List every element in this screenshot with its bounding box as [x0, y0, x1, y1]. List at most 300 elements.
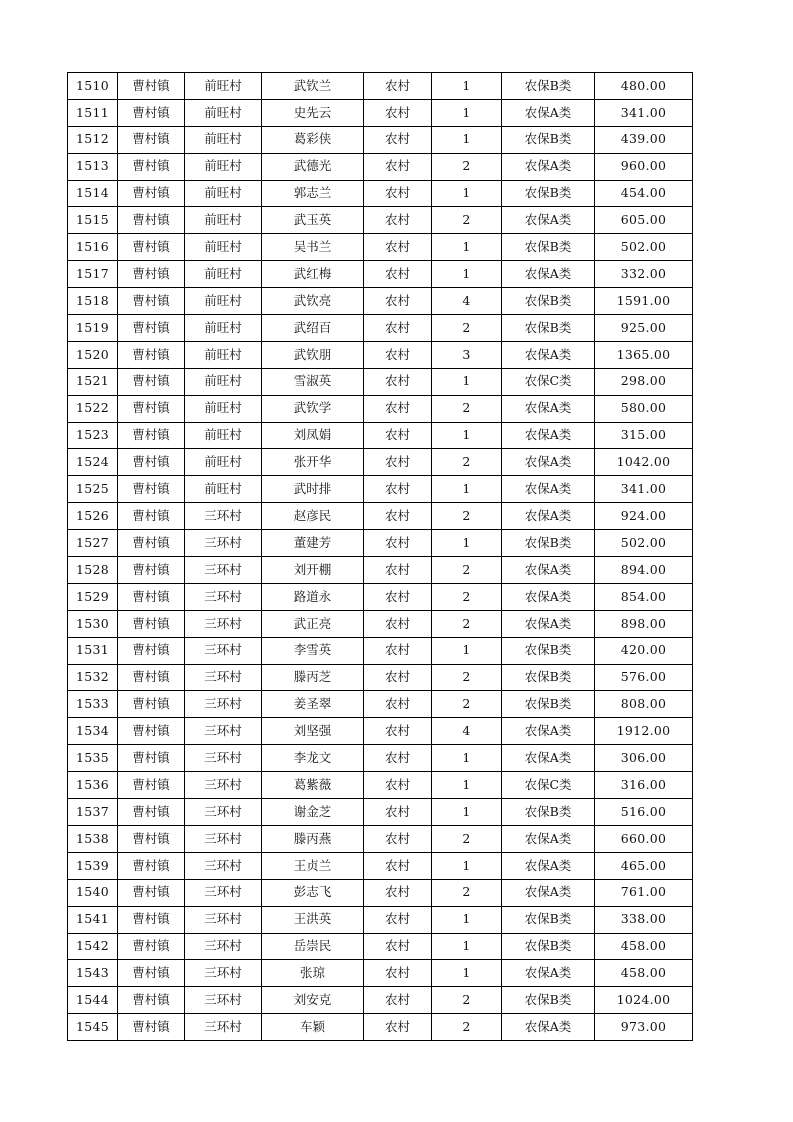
village-cell: 前旺村: [185, 73, 262, 100]
serial-number-cell: 1542: [68, 933, 118, 960]
amount-cell: 458.00: [595, 960, 693, 987]
amount-cell: 898.00: [595, 610, 693, 637]
member-count-cell: 3: [432, 341, 502, 368]
insurance-category-cell: 农保B类: [502, 234, 595, 261]
insurance-category-cell: 农保A类: [502, 395, 595, 422]
amount-cell: 1042.00: [595, 449, 693, 476]
household-type-cell: 农村: [364, 126, 432, 153]
member-count-cell: 2: [432, 207, 502, 234]
name-cell: 刘开棚: [262, 557, 364, 584]
village-cell: 三环村: [185, 799, 262, 826]
town-cell: 曹村镇: [118, 99, 185, 126]
table-row: [68, 530, 693, 557]
village-cell: 三环村: [185, 691, 262, 718]
name-cell: 刘坚强: [262, 718, 364, 745]
insurance-category-cell: 农保A类: [502, 557, 595, 584]
amount-cell: 502.00: [595, 234, 693, 261]
serial-number-cell: 1520: [68, 341, 118, 368]
member-count-cell: 2: [432, 153, 502, 180]
town-cell: 曹村镇: [118, 987, 185, 1014]
household-type-cell: 农村: [364, 799, 432, 826]
household-type-cell: 农村: [364, 476, 432, 503]
village-cell: 三环村: [185, 664, 262, 691]
insurance-category-cell: 农保A类: [502, 99, 595, 126]
household-type-cell: 农村: [364, 341, 432, 368]
village-cell: 前旺村: [185, 395, 262, 422]
member-count-cell: 1: [432, 368, 502, 395]
name-cell: 武德光: [262, 153, 364, 180]
amount-cell: 341.00: [595, 476, 693, 503]
insurance-category-cell: 农保A类: [502, 207, 595, 234]
amount-cell: 306.00: [595, 745, 693, 772]
member-count-cell: 1: [432, 799, 502, 826]
member-count-cell: 4: [432, 288, 502, 315]
town-cell: 曹村镇: [118, 583, 185, 610]
amount-cell: 1912.00: [595, 718, 693, 745]
name-cell: 赵彦民: [262, 503, 364, 530]
insurance-category-cell: 农保B类: [502, 315, 595, 342]
member-count-cell: 1: [432, 933, 502, 960]
name-cell: 张琼: [262, 960, 364, 987]
table-row: [68, 906, 693, 933]
amount-cell: 316.00: [595, 772, 693, 799]
table-row: [68, 126, 693, 153]
town-cell: 曹村镇: [118, 1014, 185, 1041]
village-cell: 前旺村: [185, 261, 262, 288]
household-type-cell: 农村: [364, 557, 432, 584]
table-row: [68, 476, 693, 503]
table-row: [68, 825, 693, 852]
table-row: [68, 422, 693, 449]
village-cell: 三环村: [185, 745, 262, 772]
insurance-category-cell: 农保C类: [502, 772, 595, 799]
member-count-cell: 2: [432, 557, 502, 584]
household-type-cell: 农村: [364, 718, 432, 745]
name-cell: 武玉英: [262, 207, 364, 234]
name-cell: 武正亮: [262, 610, 364, 637]
town-cell: 曹村镇: [118, 933, 185, 960]
table-row: [68, 637, 693, 664]
household-type-cell: 农村: [364, 772, 432, 799]
table-row: [68, 664, 693, 691]
household-type-cell: 农村: [364, 503, 432, 530]
serial-number-cell: 1514: [68, 180, 118, 207]
table-row: [68, 879, 693, 906]
amount-cell: 580.00: [595, 395, 693, 422]
insurance-category-cell: 农保A类: [502, 341, 595, 368]
table-row: [68, 987, 693, 1014]
table-row: [68, 234, 693, 261]
name-cell: 吴书兰: [262, 234, 364, 261]
roster-table: [67, 72, 693, 1041]
town-cell: 曹村镇: [118, 288, 185, 315]
serial-number-cell: 1537: [68, 799, 118, 826]
village-cell: 三环村: [185, 825, 262, 852]
name-cell: 张开华: [262, 449, 364, 476]
town-cell: 曹村镇: [118, 207, 185, 234]
serial-number-cell: 1523: [68, 422, 118, 449]
village-cell: 三环村: [185, 906, 262, 933]
name-cell: 武钦兰: [262, 73, 364, 100]
serial-number-cell: 1545: [68, 1014, 118, 1041]
table-row: [68, 180, 693, 207]
amount-cell: 315.00: [595, 422, 693, 449]
village-cell: 三环村: [185, 530, 262, 557]
insurance-category-cell: 农保B类: [502, 637, 595, 664]
member-count-cell: 1: [432, 745, 502, 772]
table-row: [68, 745, 693, 772]
member-count-cell: 1: [432, 906, 502, 933]
household-type-cell: 农村: [364, 852, 432, 879]
insurance-category-cell: 农保B类: [502, 664, 595, 691]
member-count-cell: 1: [432, 530, 502, 557]
name-cell: 车颖: [262, 1014, 364, 1041]
table-row: [68, 503, 693, 530]
serial-number-cell: 1540: [68, 879, 118, 906]
name-cell: 李龙文: [262, 745, 364, 772]
table-row: [68, 557, 693, 584]
member-count-cell: 1: [432, 476, 502, 503]
serial-number-cell: 1511: [68, 99, 118, 126]
village-cell: 三环村: [185, 933, 262, 960]
insurance-category-cell: 农保A类: [502, 422, 595, 449]
household-type-cell: 农村: [364, 906, 432, 933]
table-row: [68, 73, 693, 100]
serial-number-cell: 1515: [68, 207, 118, 234]
town-cell: 曹村镇: [118, 422, 185, 449]
amount-cell: 502.00: [595, 530, 693, 557]
household-type-cell: 农村: [364, 207, 432, 234]
town-cell: 曹村镇: [118, 852, 185, 879]
name-cell: 李雪英: [262, 637, 364, 664]
serial-number-cell: 1534: [68, 718, 118, 745]
amount-cell: 341.00: [595, 99, 693, 126]
table-row: [68, 449, 693, 476]
household-type-cell: 农村: [364, 449, 432, 476]
member-count-cell: 4: [432, 718, 502, 745]
serial-number-cell: 1512: [68, 126, 118, 153]
table-row: [68, 960, 693, 987]
village-cell: 前旺村: [185, 449, 262, 476]
serial-number-cell: 1524: [68, 449, 118, 476]
serial-number-cell: 1541: [68, 906, 118, 933]
table-row: [68, 288, 693, 315]
household-type-cell: 农村: [364, 73, 432, 100]
name-cell: 雪淑英: [262, 368, 364, 395]
insurance-category-cell: 农保A类: [502, 261, 595, 288]
member-count-cell: 2: [432, 691, 502, 718]
insurance-category-cell: 农保A类: [502, 852, 595, 879]
serial-number-cell: 1510: [68, 73, 118, 100]
member-count-cell: 1: [432, 73, 502, 100]
table-row: [68, 718, 693, 745]
household-type-cell: 农村: [364, 395, 432, 422]
table-row: [68, 799, 693, 826]
member-count-cell: 1: [432, 99, 502, 126]
amount-cell: 854.00: [595, 583, 693, 610]
amount-cell: 458.00: [595, 933, 693, 960]
town-cell: 曹村镇: [118, 825, 185, 852]
town-cell: 曹村镇: [118, 906, 185, 933]
village-cell: 三环村: [185, 718, 262, 745]
town-cell: 曹村镇: [118, 530, 185, 557]
village-cell: 前旺村: [185, 368, 262, 395]
member-count-cell: 1: [432, 422, 502, 449]
household-type-cell: 农村: [364, 1014, 432, 1041]
name-cell: 郭志兰: [262, 180, 364, 207]
household-type-cell: 农村: [364, 368, 432, 395]
name-cell: 路道永: [262, 583, 364, 610]
name-cell: 葛紫薇: [262, 772, 364, 799]
town-cell: 曹村镇: [118, 180, 185, 207]
insurance-category-cell: 农保A类: [502, 610, 595, 637]
name-cell: 武钦学: [262, 395, 364, 422]
insurance-category-cell: 农保A类: [502, 476, 595, 503]
member-count-cell: 2: [432, 503, 502, 530]
member-count-cell: 2: [432, 825, 502, 852]
serial-number-cell: 1516: [68, 234, 118, 261]
village-cell: 三环村: [185, 960, 262, 987]
table-row: [68, 852, 693, 879]
insurance-category-cell: 农保C类: [502, 368, 595, 395]
serial-number-cell: 1522: [68, 395, 118, 422]
household-type-cell: 农村: [364, 825, 432, 852]
serial-number-cell: 1532: [68, 664, 118, 691]
member-count-cell: 1: [432, 772, 502, 799]
serial-number-cell: 1533: [68, 691, 118, 718]
name-cell: 史先云: [262, 99, 364, 126]
insurance-category-cell: 农保A类: [502, 449, 595, 476]
town-cell: 曹村镇: [118, 234, 185, 261]
village-cell: 前旺村: [185, 288, 262, 315]
household-type-cell: 农村: [364, 691, 432, 718]
table-row: [68, 368, 693, 395]
serial-number-cell: 1531: [68, 637, 118, 664]
member-count-cell: 1: [432, 234, 502, 261]
name-cell: 谢金芝: [262, 799, 364, 826]
village-cell: 三环村: [185, 637, 262, 664]
amount-cell: 973.00: [595, 1014, 693, 1041]
member-count-cell: 2: [432, 987, 502, 1014]
amount-cell: 1024.00: [595, 987, 693, 1014]
member-count-cell: 1: [432, 126, 502, 153]
household-type-cell: 农村: [364, 879, 432, 906]
village-cell: 三环村: [185, 772, 262, 799]
town-cell: 曹村镇: [118, 449, 185, 476]
town-cell: 曹村镇: [118, 772, 185, 799]
insurance-category-cell: 农保B类: [502, 73, 595, 100]
table-row: [68, 153, 693, 180]
serial-number-cell: 1519: [68, 315, 118, 342]
household-type-cell: 农村: [364, 530, 432, 557]
town-cell: 曹村镇: [118, 557, 185, 584]
serial-number-cell: 1530: [68, 610, 118, 637]
amount-cell: 808.00: [595, 691, 693, 718]
roster-body: [68, 73, 693, 1041]
amount-cell: 454.00: [595, 180, 693, 207]
name-cell: 滕丙燕: [262, 825, 364, 852]
village-cell: 三环村: [185, 557, 262, 584]
village-cell: 前旺村: [185, 153, 262, 180]
amount-cell: 420.00: [595, 637, 693, 664]
insurance-category-cell: 农保B类: [502, 691, 595, 718]
name-cell: 武钦亮: [262, 288, 364, 315]
member-count-cell: 1: [432, 180, 502, 207]
amount-cell: 925.00: [595, 315, 693, 342]
insurance-category-cell: 农保A类: [502, 583, 595, 610]
serial-number-cell: 1518: [68, 288, 118, 315]
amount-cell: 332.00: [595, 261, 693, 288]
table-row: [68, 315, 693, 342]
name-cell: 王贞兰: [262, 852, 364, 879]
member-count-cell: 1: [432, 261, 502, 288]
town-cell: 曹村镇: [118, 745, 185, 772]
household-type-cell: 农村: [364, 583, 432, 610]
member-count-cell: 2: [432, 664, 502, 691]
table-row: [68, 207, 693, 234]
village-cell: 三环村: [185, 1014, 262, 1041]
insurance-category-cell: 农保A类: [502, 153, 595, 180]
town-cell: 曹村镇: [118, 476, 185, 503]
household-type-cell: 农村: [364, 261, 432, 288]
village-cell: 前旺村: [185, 180, 262, 207]
insurance-category-cell: 农保A类: [502, 745, 595, 772]
town-cell: 曹村镇: [118, 368, 185, 395]
village-cell: 前旺村: [185, 126, 262, 153]
village-cell: 前旺村: [185, 207, 262, 234]
town-cell: 曹村镇: [118, 395, 185, 422]
town-cell: 曹村镇: [118, 610, 185, 637]
village-cell: 三环村: [185, 879, 262, 906]
amount-cell: 1591.00: [595, 288, 693, 315]
insurance-category-cell: 农保A类: [502, 960, 595, 987]
table-row: [68, 691, 693, 718]
household-type-cell: 农村: [364, 637, 432, 664]
town-cell: 曹村镇: [118, 718, 185, 745]
serial-number-cell: 1525: [68, 476, 118, 503]
amount-cell: 924.00: [595, 503, 693, 530]
member-count-cell: 1: [432, 852, 502, 879]
village-cell: 三环村: [185, 987, 262, 1014]
village-cell: 三环村: [185, 610, 262, 637]
village-cell: 三环村: [185, 583, 262, 610]
table-row: [68, 933, 693, 960]
serial-number-cell: 1517: [68, 261, 118, 288]
town-cell: 曹村镇: [118, 315, 185, 342]
name-cell: 武时排: [262, 476, 364, 503]
village-cell: 前旺村: [185, 315, 262, 342]
serial-number-cell: 1539: [68, 852, 118, 879]
amount-cell: 480.00: [595, 73, 693, 100]
amount-cell: 1365.00: [595, 341, 693, 368]
member-count-cell: 2: [432, 879, 502, 906]
household-type-cell: 农村: [364, 153, 432, 180]
town-cell: 曹村镇: [118, 879, 185, 906]
amount-cell: 338.00: [595, 906, 693, 933]
town-cell: 曹村镇: [118, 153, 185, 180]
insurance-category-cell: 农保B类: [502, 933, 595, 960]
member-count-cell: 2: [432, 610, 502, 637]
serial-number-cell: 1544: [68, 987, 118, 1014]
insurance-category-cell: 农保A类: [502, 825, 595, 852]
member-count-cell: 1: [432, 960, 502, 987]
amount-cell: 605.00: [595, 207, 693, 234]
serial-number-cell: 1529: [68, 583, 118, 610]
village-cell: 前旺村: [185, 234, 262, 261]
village-cell: 前旺村: [185, 341, 262, 368]
village-cell: 三环村: [185, 503, 262, 530]
village-cell: 三环村: [185, 852, 262, 879]
amount-cell: 298.00: [595, 368, 693, 395]
household-type-cell: 农村: [364, 180, 432, 207]
serial-number-cell: 1521: [68, 368, 118, 395]
insurance-category-cell: 农保B类: [502, 126, 595, 153]
insurance-category-cell: 农保B类: [502, 530, 595, 557]
household-type-cell: 农村: [364, 234, 432, 261]
household-type-cell: 农村: [364, 960, 432, 987]
amount-cell: 960.00: [595, 153, 693, 180]
town-cell: 曹村镇: [118, 691, 185, 718]
village-cell: 前旺村: [185, 422, 262, 449]
amount-cell: 439.00: [595, 126, 693, 153]
name-cell: 滕丙芝: [262, 664, 364, 691]
household-type-cell: 农村: [364, 745, 432, 772]
amount-cell: 761.00: [595, 879, 693, 906]
town-cell: 曹村镇: [118, 341, 185, 368]
name-cell: 武绍百: [262, 315, 364, 342]
serial-number-cell: 1526: [68, 503, 118, 530]
serial-number-cell: 1527: [68, 530, 118, 557]
household-type-cell: 农村: [364, 99, 432, 126]
name-cell: 刘凤娟: [262, 422, 364, 449]
table-row: [68, 261, 693, 288]
insurance-category-cell: 农保B类: [502, 799, 595, 826]
table-row: [68, 772, 693, 799]
insurance-category-cell: 农保A类: [502, 503, 595, 530]
member-count-cell: 2: [432, 583, 502, 610]
town-cell: 曹村镇: [118, 637, 185, 664]
name-cell: 武红梅: [262, 261, 364, 288]
town-cell: 曹村镇: [118, 126, 185, 153]
name-cell: 刘安克: [262, 987, 364, 1014]
member-count-cell: 1: [432, 637, 502, 664]
household-type-cell: 农村: [364, 315, 432, 342]
amount-cell: 576.00: [595, 664, 693, 691]
serial-number-cell: 1538: [68, 825, 118, 852]
member-count-cell: 2: [432, 395, 502, 422]
serial-number-cell: 1513: [68, 153, 118, 180]
member-count-cell: 2: [432, 449, 502, 476]
insurance-category-cell: 农保A类: [502, 1014, 595, 1041]
household-type-cell: 农村: [364, 288, 432, 315]
village-cell: 前旺村: [185, 476, 262, 503]
amount-cell: 516.00: [595, 799, 693, 826]
amount-cell: 465.00: [595, 852, 693, 879]
name-cell: 岳崇民: [262, 933, 364, 960]
amount-cell: 660.00: [595, 825, 693, 852]
name-cell: 彭志飞: [262, 879, 364, 906]
table-row: [68, 1014, 693, 1041]
name-cell: 王洪英: [262, 906, 364, 933]
household-type-cell: 农村: [364, 933, 432, 960]
insurance-category-cell: 农保A类: [502, 879, 595, 906]
insurance-category-cell: 农保B类: [502, 288, 595, 315]
name-cell: 姜圣翠: [262, 691, 364, 718]
household-type-cell: 农村: [364, 987, 432, 1014]
insurance-category-cell: 农保A类: [502, 718, 595, 745]
insurance-category-cell: 农保B类: [502, 987, 595, 1014]
village-cell: 前旺村: [185, 99, 262, 126]
